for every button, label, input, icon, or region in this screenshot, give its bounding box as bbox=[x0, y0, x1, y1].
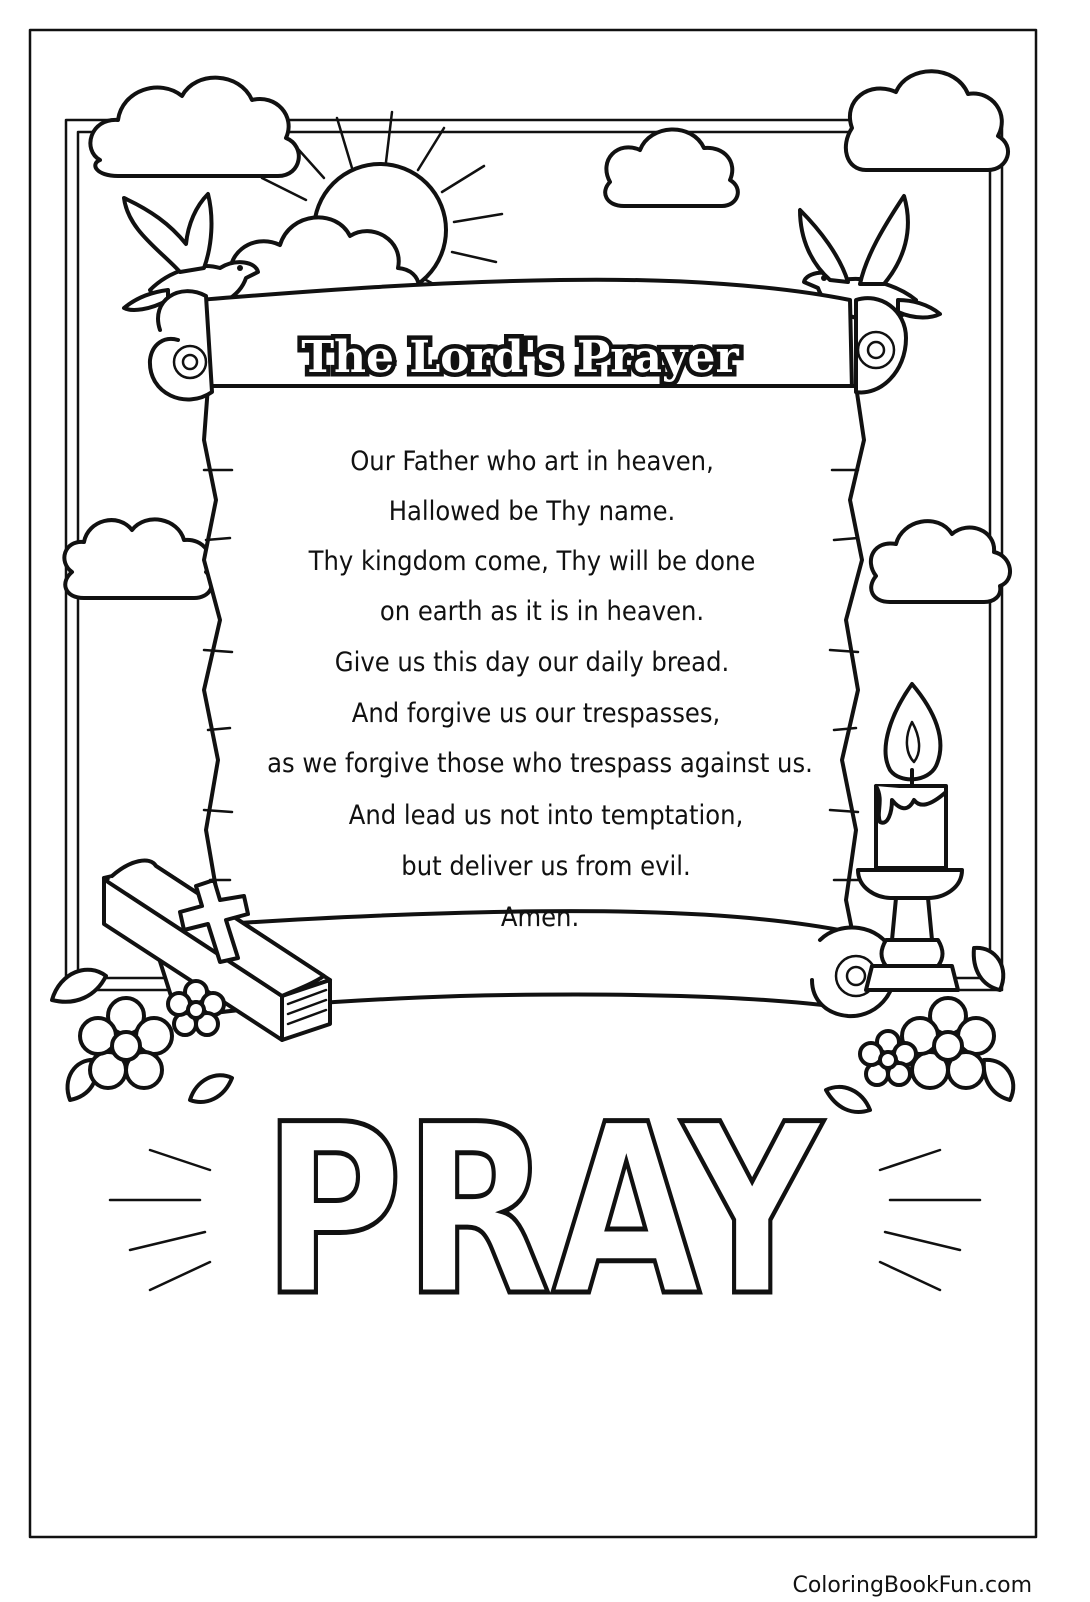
prayer-line: Amen. bbox=[500, 902, 580, 933]
prayer-line: on earth as it is in heaven. bbox=[379, 596, 705, 627]
prayer-line: Thy kingdom come, Thy will be done bbox=[308, 546, 756, 577]
cloud-icon bbox=[64, 519, 211, 598]
prayer-line: but deliver us from evil. bbox=[401, 851, 691, 882]
prayer-line: Give us this day our daily bread. bbox=[334, 647, 730, 678]
cloud-icon bbox=[846, 71, 1008, 170]
prayer-line: Hallowed be Thy name. bbox=[388, 496, 676, 527]
page-title: The Lord's Prayer bbox=[301, 332, 739, 383]
prayer-line: as we forgive those who trespass against us. bbox=[267, 748, 813, 779]
pray-word: PRAY bbox=[262, 1075, 825, 1348]
cloud-icon bbox=[605, 129, 738, 206]
cloud-icon bbox=[871, 521, 1010, 602]
site-credit: ColoringBookFun.com bbox=[792, 1573, 1032, 1598]
prayer-line: And forgive us our trespasses, bbox=[351, 698, 721, 729]
prayer-line: And lead us not into temptation, bbox=[348, 800, 744, 831]
cloud-icon bbox=[90, 78, 298, 176]
prayer-line: Our Father who art in heaven, bbox=[350, 446, 714, 477]
